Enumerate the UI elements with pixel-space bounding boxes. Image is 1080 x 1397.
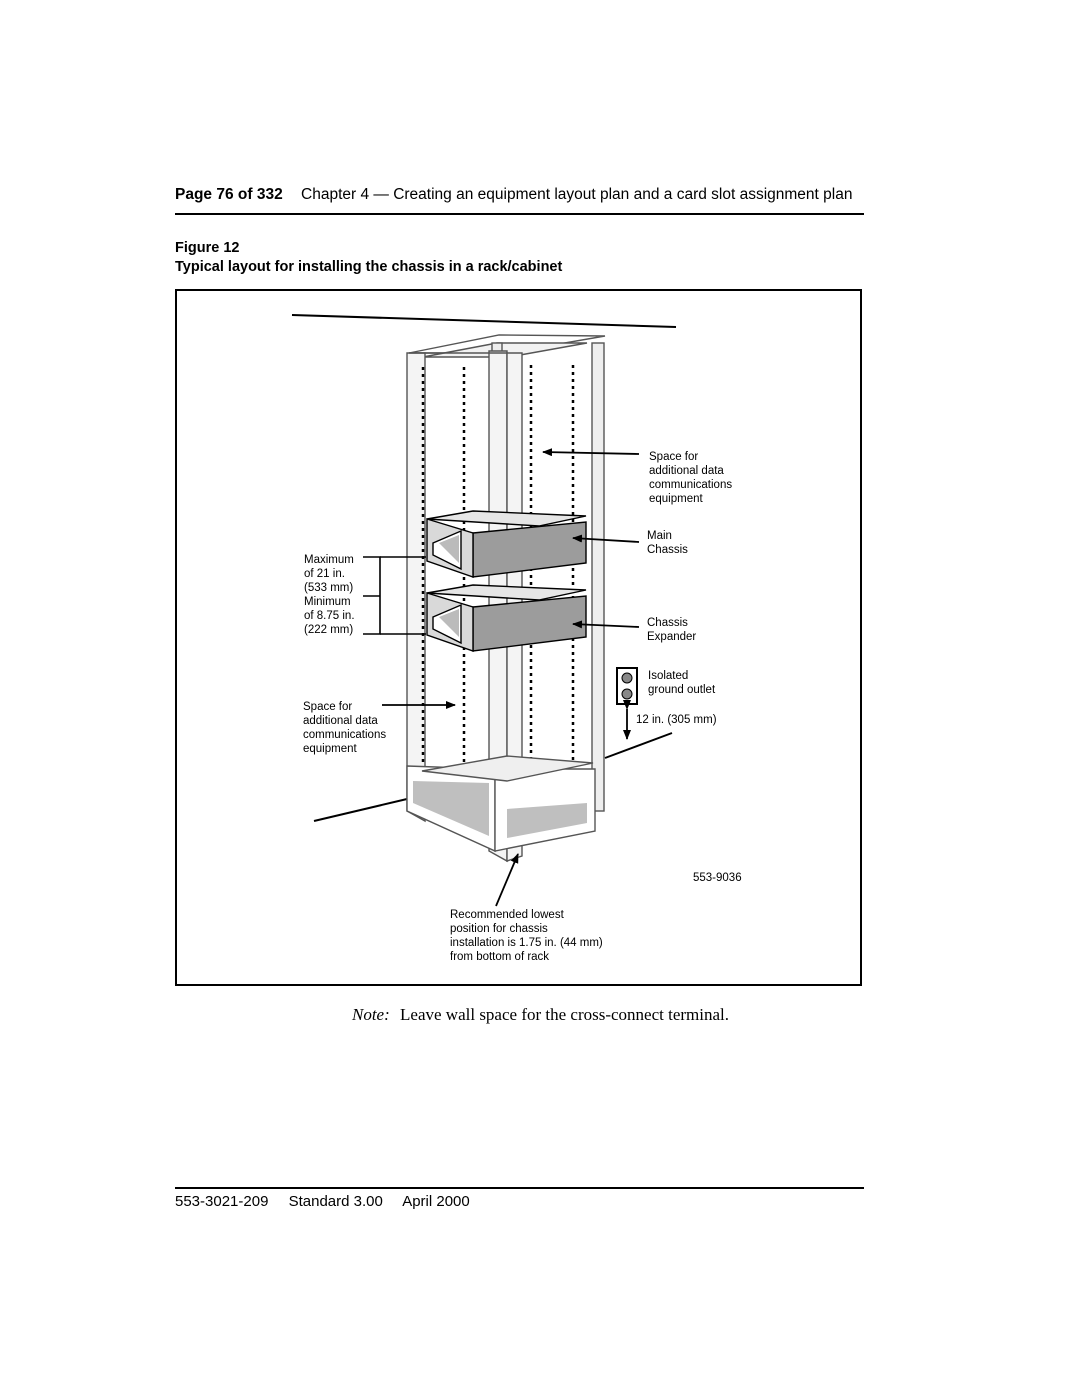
page-header	[175, 186, 865, 204]
page-number: Page 76 of 332	[175, 186, 283, 203]
label-chassis-spacing: Maximum of 21 in. (533 mm) Minimum of 8.75 in. (222 mm)	[304, 554, 355, 636]
figure-frame	[175, 289, 862, 986]
ground-outlet-icon	[617, 668, 637, 704]
note-text: Leave wall space for the cross-connect terminal.	[400, 1005, 730, 1024]
label-outlet-height: 12 in. (305 mm)	[636, 714, 717, 726]
figure-number: Figure 12	[175, 240, 240, 256]
label-lowest-position: Recommended lowest position for chassis installation is 1.75 in. (44 mm) from bottom of rack	[450, 909, 603, 963]
page-footer	[175, 1193, 486, 1210]
standard-version: Standard 3.00	[288, 1193, 383, 1210]
label-isolated-ground: Isolated ground outlet	[648, 670, 716, 696]
chapter-title: Chapter 4 — Creating an equipment layout plan and a card slot assignment plan	[301, 186, 853, 203]
doc-number: 553-3021-209	[175, 1193, 269, 1210]
drawing-id: 553-9036	[693, 872, 742, 884]
label-space-upper: Space for additional data communications equipment	[649, 451, 733, 505]
footer-rule	[175, 1187, 864, 1189]
chassis-expander	[427, 585, 586, 651]
note-lead: Note:	[352, 1005, 390, 1024]
label-space-lower: Space for additional data communications equipment	[303, 701, 387, 755]
figure-title: Typical layout for installing the chassis in a rack/cabinet	[175, 259, 563, 275]
label-chassis-expander: Chassis Expander	[647, 617, 697, 643]
rack-illustration	[177, 291, 864, 988]
label-main-chassis: Main Chassis	[647, 530, 688, 556]
note	[352, 1005, 729, 1025]
header-rule	[175, 213, 864, 215]
main-chassis	[427, 511, 586, 577]
publication-date: April 2000	[402, 1193, 470, 1210]
rack-base	[407, 756, 595, 851]
